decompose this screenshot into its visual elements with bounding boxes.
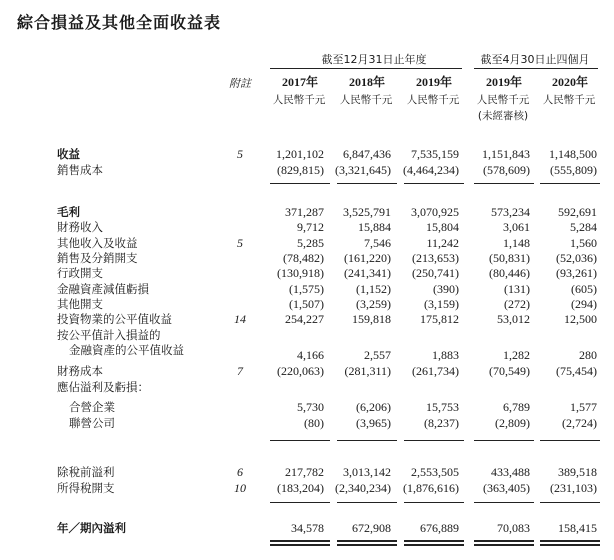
row-value: 15,884: [358, 220, 391, 234]
row-value: 573,234: [491, 205, 530, 219]
row-value: 254,227: [285, 312, 324, 326]
row-note: 7: [237, 364, 243, 378]
row-label: 合營企業: [69, 400, 115, 414]
row-value: (93,261): [556, 266, 597, 280]
row-note: 6: [237, 465, 243, 479]
subtotal-rule: [474, 183, 534, 184]
row-value: (363,405): [483, 481, 530, 495]
statement-title: 綜合損益及其他全面收益表: [17, 13, 222, 32]
row-value: (80): [304, 416, 324, 430]
row-value: 592,691: [558, 205, 597, 219]
row-label: 其他開支: [57, 297, 103, 311]
total-double-rule: [474, 544, 534, 546]
subtotal-rule: [270, 440, 330, 441]
row-value: 1,151,843: [482, 147, 530, 161]
row-value: 6,789: [503, 400, 530, 414]
row-value: 217,782: [285, 465, 324, 479]
subtotal-rule: [404, 440, 464, 441]
row-value: (6,206): [356, 400, 391, 414]
row-value: (1,575): [289, 282, 324, 296]
row-value: 9,712: [297, 220, 324, 234]
row-value: 433,488: [491, 465, 530, 479]
row-value: 2,553,505: [411, 465, 459, 479]
row-value: (231,103): [550, 481, 597, 495]
subtotal-rule: [337, 183, 397, 184]
row-value: (3,321,645): [335, 163, 391, 177]
row-value: (829,815): [277, 163, 324, 177]
row-value: 7,535,159: [411, 147, 459, 161]
row-label: 財務收入: [57, 220, 103, 234]
row-value: 53,012: [497, 312, 530, 326]
header-period-2019: 2019年: [485, 75, 522, 89]
row-value: 1,883: [432, 348, 459, 362]
row-value: 676,889: [420, 521, 459, 535]
row-label: 金融資產減值虧損: [57, 282, 149, 296]
subtotal-rule: [540, 440, 600, 441]
total-double-rule: [540, 544, 600, 546]
total-double-rule: [404, 540, 464, 542]
row-value: (272): [504, 297, 530, 311]
subtotal-rule: [337, 502, 397, 503]
total-double-rule: [404, 544, 464, 546]
row-value: 5,730: [297, 400, 324, 414]
row-label: 按公平值計入損益的: [57, 328, 161, 342]
header-unit-3: 人民幣千元: [476, 94, 530, 106]
header-unit-4: 人民幣千元: [542, 94, 596, 106]
row-value: 1,282: [503, 348, 530, 362]
header-unit-0: 人民幣千元: [272, 94, 326, 106]
row-value: 371,287: [285, 205, 324, 219]
row-value: (2,809): [495, 416, 530, 430]
row-value: 12,500: [564, 312, 597, 326]
subtotal-rule: [474, 502, 534, 503]
row-value: 280: [579, 348, 597, 362]
row-value: 1,560: [570, 236, 597, 250]
total-double-rule: [270, 544, 330, 546]
row-value: 34,578: [291, 521, 324, 535]
row-value: (1,152): [356, 282, 391, 296]
header-note: 附註: [229, 77, 251, 90]
row-label: 金融資產的公平值收益: [69, 343, 184, 357]
row-value: (390): [433, 282, 459, 296]
row-value: (161,220): [344, 251, 391, 265]
row-value: 1,201,102: [276, 147, 324, 161]
row-value: 7,546: [364, 236, 391, 250]
row-label: 聯營公司: [69, 416, 115, 430]
header-unaudited: (未經審核): [477, 110, 529, 122]
row-value: (281,311): [344, 364, 391, 378]
subtotal-rule: [540, 502, 600, 503]
row-value: (50,831): [489, 251, 530, 265]
row-value: 1,148,500: [549, 147, 597, 161]
row-value: (250,741): [412, 266, 459, 280]
header-year-2017: 2017年: [281, 75, 318, 89]
header-group1-rule: [270, 68, 462, 69]
row-value: (261,734): [412, 364, 459, 378]
row-value: 2,557: [364, 348, 391, 362]
row-value: 3,061: [503, 220, 530, 234]
row-value: 5,285: [297, 236, 324, 250]
subtotal-rule: [404, 502, 464, 503]
row-value: 175,812: [420, 312, 459, 326]
row-value: 389,518: [558, 465, 597, 479]
header-unit-1: 人民幣千元: [339, 94, 393, 106]
row-value: (131): [504, 282, 530, 296]
row-value: 4,166: [297, 348, 324, 362]
row-label: 財務成本: [57, 364, 103, 378]
row-value: (70,549): [489, 364, 530, 378]
row-value: (578,609): [483, 163, 530, 177]
row-value: (220,063): [277, 364, 324, 378]
header-group-year-ended: 截至12月31日止年度: [321, 53, 427, 66]
header-period-2020: 2020年: [551, 75, 588, 89]
row-value: (75,454): [556, 364, 597, 378]
row-value: 159,818: [352, 312, 391, 326]
row-note: 5: [237, 236, 243, 250]
row-value: 6,847,436: [343, 147, 391, 161]
subtotal-rule: [270, 502, 330, 503]
row-label: 收益: [57, 147, 80, 161]
subtotal-rule: [270, 183, 330, 184]
row-note: 5: [237, 147, 243, 161]
row-value: (183,204): [277, 481, 324, 495]
row-value: 158,415: [558, 521, 597, 535]
row-value: (2,724): [562, 416, 597, 430]
row-value: 5,284: [570, 220, 597, 234]
row-value: 672,908: [352, 521, 391, 535]
row-value: (4,464,234): [403, 163, 459, 177]
row-label: 其他收入及收益: [57, 236, 138, 250]
row-label: 毛利: [57, 205, 80, 219]
row-value: (8,237): [424, 416, 459, 430]
total-double-rule: [337, 540, 397, 542]
row-label: 所得稅開支: [57, 481, 115, 495]
row-value: (3,259): [356, 297, 391, 311]
header-group2-rule: [474, 68, 598, 69]
row-value: 15,753: [426, 400, 459, 414]
total-double-rule: [337, 544, 397, 546]
row-note: 10: [234, 481, 246, 495]
row-value: (130,918): [277, 266, 324, 280]
row-value: (605): [571, 282, 597, 296]
subtotal-rule: [540, 183, 600, 184]
row-value: (241,341): [344, 266, 391, 280]
row-value: (2,340,234): [335, 481, 391, 495]
row-value: (1,507): [289, 297, 324, 311]
row-value: 1,577: [570, 400, 597, 414]
row-value: (213,653): [412, 251, 459, 265]
row-value: 3,525,791: [343, 205, 391, 219]
row-label: 應佔溢利及虧損：: [57, 380, 149, 394]
row-value: 3,070,925: [411, 205, 459, 219]
total-double-rule: [474, 540, 534, 542]
row-label: 除稅前溢利: [57, 465, 115, 479]
row-value: 3,013,142: [343, 465, 391, 479]
total-double-rule: [540, 540, 600, 542]
row-label: 投資物業的公平值收益: [57, 312, 172, 326]
row-value: 11,242: [426, 236, 459, 250]
subtotal-rule: [474, 440, 534, 441]
row-value: (3,965): [356, 416, 391, 430]
row-label: 銷售及分銷開支: [57, 251, 138, 265]
row-label: 行政開支: [57, 266, 103, 280]
header-year-2018: 2018年: [348, 75, 385, 89]
row-value: (1,876,616): [403, 481, 459, 495]
header-group-four-months: 截至4月30日止四個月: [480, 53, 590, 66]
row-value: (294): [571, 297, 597, 311]
row-label: 年／期內溢利: [57, 521, 126, 535]
row-value: (80,446): [489, 266, 530, 280]
header-unit-2: 人民幣千元: [406, 94, 460, 106]
row-value: 70,083: [497, 521, 530, 535]
row-value: 15,804: [426, 220, 459, 234]
total-double-rule: [270, 540, 330, 542]
row-value: (555,809): [550, 163, 597, 177]
row-note: 14: [234, 312, 246, 326]
row-value: 1,148: [503, 236, 530, 250]
row-value: (52,036): [556, 251, 597, 265]
header-year-2019: 2019年: [415, 75, 452, 89]
row-label: 銷售成本: [57, 163, 103, 177]
subtotal-rule: [337, 440, 397, 441]
row-value: (78,482): [283, 251, 324, 265]
row-value: (3,159): [424, 297, 459, 311]
subtotal-rule: [404, 183, 464, 184]
